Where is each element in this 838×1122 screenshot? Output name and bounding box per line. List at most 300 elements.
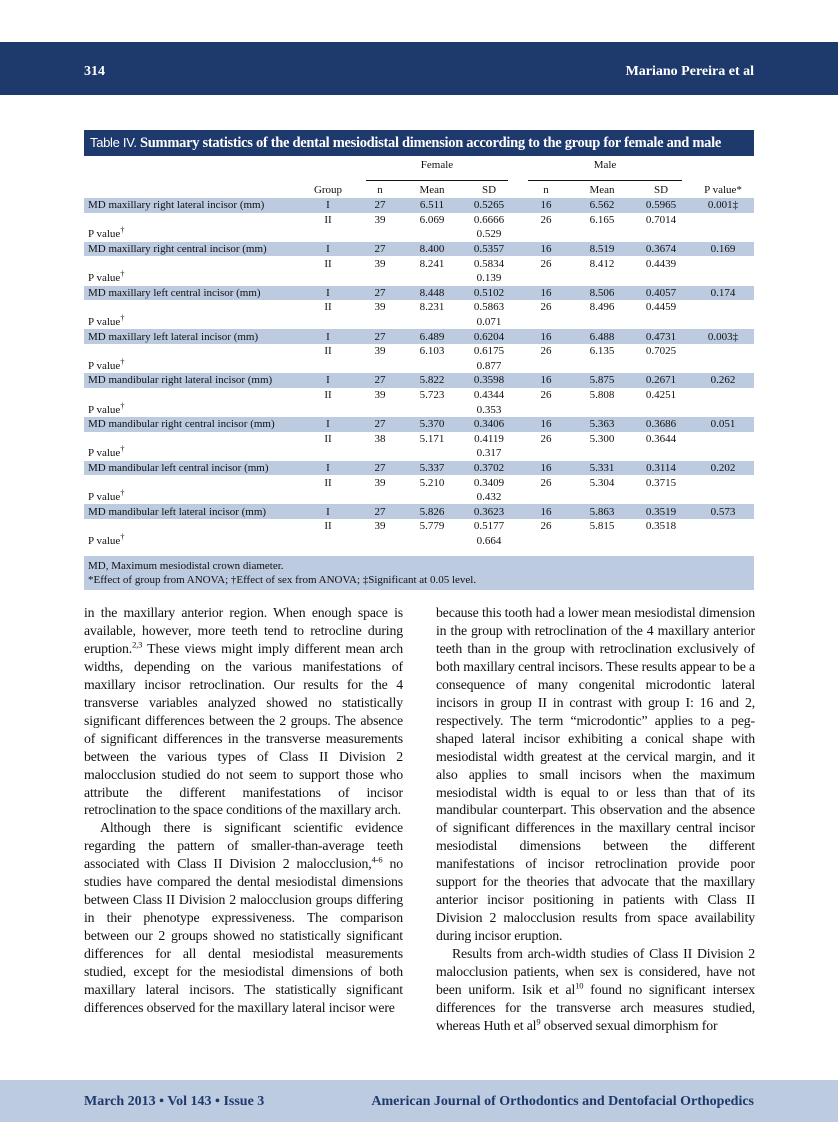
column-header: n (377, 184, 383, 196)
text-run: no studies have compared the dental mesiodistal dimensions between Class II Division 2 malocclusion groups differing in their phenotype expressiveness. The comparison between our 2 groups showed no statistically significant differences for all dental mesiodistal measurements studied, except for the mesiodistal dimensions of both maxillary lateral incisors. The statistically significant differences observed for the maxillary lateral incisor were (84, 856, 403, 1015)
blank-cell (404, 402, 460, 417)
table-cell: 39 (374, 476, 386, 489)
blank-cell (574, 315, 630, 330)
blank-cell (300, 156, 356, 182)
citation: 4-6 (371, 854, 383, 865)
text-run: Results from arch-width studies of Class II Division 2 malocclusion patients, when sex is considered, have not been uniform. Isik et al (436, 946, 755, 998)
sex-pvalue: 0.432 (476, 491, 502, 504)
blank-cell (692, 344, 754, 359)
blank-cell (574, 271, 630, 286)
table-cell: 6.488 (574, 329, 630, 344)
dagger-mark: † (120, 399, 125, 410)
blank-cell (300, 227, 356, 242)
pvalue-text: P value (88, 491, 121, 504)
table-label: Table IV. (90, 135, 137, 150)
table-cell: 0.5357 (460, 242, 518, 257)
table-cell: 38 (374, 432, 386, 445)
blank-cell (518, 402, 574, 417)
table-cell: 5.826 (404, 504, 460, 519)
blank-cell (574, 402, 630, 417)
table-cell: 0.5863 (473, 301, 505, 314)
text-run: observed sexual dimorphism for (540, 1017, 718, 1033)
text-run: found no significant intersex differences for the transverse arch measures studied, whereas Huth et al (436, 982, 755, 1033)
running-authors: Mariano Pereira et al (625, 64, 754, 79)
blank-cell (518, 359, 574, 374)
table-note: *Effect of group from ANOVA; †Effect of sex from ANOVA; ‡Significant at 0.05 level. (88, 574, 477, 587)
citation: 9 (536, 1016, 541, 1027)
dagger-mark: † (120, 268, 125, 279)
table-row (84, 519, 754, 534)
table-cell: I (300, 417, 356, 432)
table-cell: 5.210 (419, 476, 445, 489)
table-row (84, 242, 754, 257)
pvalue-text: P value (88, 447, 121, 460)
table-cell: 8.519 (574, 242, 630, 257)
table-cell: 26 (540, 213, 552, 226)
blank-cell (404, 227, 460, 242)
row-label: MD maxillary right lateral incisor (mm) (84, 198, 300, 213)
blank-cell (404, 490, 460, 505)
table-cell: 5.337 (404, 461, 460, 476)
table-cell: I (300, 286, 356, 301)
table-cell: 16 (518, 329, 574, 344)
blank-cell (574, 446, 630, 461)
blank-cell (574, 359, 630, 374)
table-cell: 0.001‡ (692, 198, 754, 213)
running-header (0, 42, 838, 95)
table-cell: 6.135 (589, 345, 615, 358)
table-cell: 0.202 (692, 461, 754, 476)
table-cell: 16 (518, 286, 574, 301)
pvalue-row (84, 359, 754, 374)
blank-cell (630, 271, 692, 286)
blank-cell (300, 359, 356, 374)
table-cell: 0.5265 (460, 198, 518, 213)
paragraph (84, 604, 403, 819)
table-cell: I (300, 461, 356, 476)
text-run: in the maxillary anterior region. When enough space is available, however, more teeth tend to retrocline during eruption. (84, 605, 403, 656)
table-cell: 6.489 (404, 329, 460, 344)
table-cell: 0.4439 (645, 257, 677, 270)
table-cell: 0.3519 (630, 504, 692, 519)
blank-cell (574, 490, 630, 505)
table-row (84, 286, 754, 301)
table-cell: 16 (518, 242, 574, 257)
blank-cell (356, 534, 404, 549)
blank-cell (404, 315, 460, 330)
blank-cell (630, 446, 692, 461)
table-cell: 5.304 (589, 476, 615, 489)
blank-cell (692, 156, 754, 182)
running-footer (0, 1080, 838, 1122)
male-header-cell (518, 156, 692, 182)
column-header-row (84, 182, 754, 198)
table-cell: 5.779 (419, 520, 445, 533)
table-cell: 5.370 (404, 417, 460, 432)
table-cell: 39 (374, 520, 386, 533)
table-cell: 27 (356, 286, 404, 301)
table-cell: 6.069 (419, 213, 445, 226)
sex-pvalue: 0.139 (476, 272, 502, 285)
blank-cell (630, 315, 692, 330)
blank-cell (84, 344, 300, 359)
table-row (84, 417, 754, 432)
blank-cell (574, 534, 630, 549)
table-row (84, 432, 754, 447)
female-header-cell (356, 156, 518, 182)
sex-pvalue: 0.071 (476, 316, 502, 329)
table-cell: 26 (540, 301, 552, 314)
table-cell: 39 (374, 345, 386, 358)
table-cell: 0.3644 (645, 432, 677, 445)
table-cell: 5.875 (574, 373, 630, 388)
blank-cell (574, 227, 630, 242)
table-cell: 6.562 (574, 198, 630, 213)
blank-cell (300, 446, 356, 461)
table-cell: 26 (540, 520, 552, 533)
blank-cell (84, 256, 300, 271)
pvalue-label (84, 224, 300, 242)
pvalue-row (84, 534, 754, 549)
table-cell: 39 (374, 213, 386, 226)
blank-cell (84, 432, 300, 447)
row-label: MD maxillary left central incisor (mm) (84, 286, 300, 301)
table-cell: II (324, 432, 332, 445)
table-cell: I (300, 329, 356, 344)
table-note: MD, Maximum mesiodistal crown diameter. (88, 560, 284, 573)
blank-cell (356, 490, 404, 505)
journal-name: American Journal of Orthodontics and Dentofacial Orthopedics (371, 1094, 754, 1109)
table-cell: 0.3715 (645, 476, 677, 489)
paragraph (436, 945, 755, 1035)
table-row (84, 256, 754, 271)
table-row (84, 329, 754, 344)
pvalue-text: P value (88, 359, 121, 372)
table-cell: 0.3623 (460, 504, 518, 519)
row-label: MD maxillary right central incisor (mm) (84, 242, 300, 257)
table-cell: 8.231 (419, 301, 445, 314)
table-cell: 39 (374, 301, 386, 314)
table-cell: 0.6666 (473, 213, 505, 226)
blank-cell (404, 446, 460, 461)
table-cell: 16 (518, 417, 574, 432)
dagger-mark: † (120, 531, 125, 542)
table-row (84, 300, 754, 315)
blank-cell (692, 256, 754, 271)
sex-pvalue: 0.664 (476, 534, 502, 547)
blank-cell (404, 359, 460, 374)
blank-cell (84, 213, 300, 228)
pvalue-row (84, 227, 754, 242)
table-row (84, 213, 754, 228)
pvalue-label (84, 399, 300, 417)
blank-cell (356, 227, 404, 242)
row-label: MD mandibular left lateral incisor (mm) (84, 504, 300, 519)
table-cell: II (324, 389, 332, 402)
table-cell: 16 (518, 198, 574, 213)
blank-cell (692, 359, 754, 374)
table-cell: 5.822 (404, 373, 460, 388)
table-row (84, 461, 754, 476)
table-cell: 5.808 (589, 389, 615, 402)
table-cell: 8.496 (589, 301, 615, 314)
pvalue-label (84, 268, 300, 286)
blank-cell (300, 315, 356, 330)
citation: 10 (575, 980, 584, 991)
pvalue-row (84, 402, 754, 417)
table-iv (84, 130, 754, 590)
table-cell: 0.5102 (460, 286, 518, 301)
blank-cell (518, 490, 574, 505)
blank-cell (84, 475, 300, 490)
blank-cell (356, 315, 404, 330)
pvalue-text: P value (88, 316, 121, 329)
table-row (84, 504, 754, 519)
table-title (84, 130, 754, 156)
pvalue-row (84, 446, 754, 461)
table-cell: I (300, 373, 356, 388)
female-header: Female (366, 158, 509, 181)
blank-cell (692, 446, 754, 461)
dagger-mark: † (120, 487, 125, 498)
blank-cell (630, 359, 692, 374)
blank-cell (404, 534, 460, 549)
table-cell: 0.3114 (630, 461, 692, 476)
table-cell: 16 (518, 461, 574, 476)
blank-cell (692, 315, 754, 330)
table-cell: II (324, 520, 332, 533)
table-cell: 0.4251 (645, 389, 677, 402)
blank-cell (692, 402, 754, 417)
blank-cell (300, 271, 356, 286)
table-cell: 26 (540, 345, 552, 358)
table-cell: 8.448 (404, 286, 460, 301)
table-cell: I (300, 198, 356, 213)
table-cell: 27 (356, 198, 404, 213)
table-cell: 5.331 (574, 461, 630, 476)
blank-cell (518, 534, 574, 549)
sex-pvalue: 0.353 (476, 403, 502, 416)
table-cell: 0.6204 (460, 329, 518, 344)
table-cell: 0.5965 (630, 198, 692, 213)
issue-info: March 2013 • Vol 143 • Issue 3 (84, 1094, 265, 1109)
table-cell: II (324, 213, 332, 226)
pvalue-row (84, 315, 754, 330)
table-cell: 26 (540, 432, 552, 445)
data-table (84, 156, 754, 548)
table-cell: 5.815 (589, 520, 615, 533)
blank-cell (692, 519, 754, 534)
table-cell: 26 (540, 389, 552, 402)
table-cell: 0.4731 (630, 329, 692, 344)
table-cell: 0.4057 (630, 286, 692, 301)
table-cell: 0.3674 (630, 242, 692, 257)
table-row (84, 344, 754, 359)
blank-cell (404, 271, 460, 286)
blank-cell (84, 156, 300, 182)
pvalue-label (84, 443, 300, 461)
blank-cell (630, 402, 692, 417)
table-cell: 39 (374, 257, 386, 270)
column-header: SD (481, 184, 497, 196)
blank-cell (518, 315, 574, 330)
table-cell: II (324, 345, 332, 358)
blank-cell (692, 271, 754, 286)
table-cell: 0.3518 (645, 520, 677, 533)
table-cell: 16 (518, 504, 574, 519)
table-cell: 0.6175 (473, 345, 505, 358)
dagger-mark: † (120, 443, 125, 454)
table-cell: 27 (356, 461, 404, 476)
row-label: MD mandibular left central incisor (mm) (84, 461, 300, 476)
blank-cell (630, 534, 692, 549)
paragraph (436, 604, 755, 945)
table-cell: 26 (540, 257, 552, 270)
table-cell: 0.4119 (474, 432, 504, 445)
table-cell: II (324, 476, 332, 489)
male-header: Male (528, 158, 681, 181)
blank-cell (84, 388, 300, 403)
table-cell: 0.3409 (473, 476, 505, 489)
table-cell: 0.3598 (460, 373, 518, 388)
table-cell: 0.003‡ (692, 329, 754, 344)
row-label: MD maxillary left lateral incisor (mm) (84, 329, 300, 344)
table-cell: 27 (356, 242, 404, 257)
pvalue-text: P value (88, 228, 121, 241)
blank-cell (630, 227, 692, 242)
dagger-mark: † (120, 356, 125, 367)
table-row (84, 475, 754, 490)
pvalue-label (84, 487, 300, 505)
sex-pvalue: 0.877 (476, 359, 502, 372)
table-cell: 0.262 (692, 373, 754, 388)
body-column-left (84, 604, 403, 1017)
pvalue-row (84, 271, 754, 286)
table-cell: 27 (356, 373, 404, 388)
blank-cell (692, 475, 754, 490)
table-cell: 8.412 (589, 257, 615, 270)
row-label: MD mandibular right lateral incisor (mm) (84, 373, 300, 388)
table-cell: 5.171 (419, 432, 445, 445)
table-cell: 27 (356, 504, 404, 519)
table-cell: 0.174 (692, 286, 754, 301)
pvalue-text: P value (88, 272, 121, 285)
blank-cell (84, 519, 300, 534)
table-cell: 8.400 (404, 242, 460, 257)
table-cell: 6.511 (404, 198, 460, 213)
dagger-mark: † (120, 312, 125, 323)
group-header-row (84, 156, 754, 182)
blank-cell (692, 534, 754, 549)
blank-cell (356, 402, 404, 417)
table-cell: 6.165 (589, 213, 615, 226)
page-number: 314 (84, 64, 105, 79)
table-cell: 0.5177 (473, 520, 505, 533)
table-cell: 0.4344 (473, 389, 505, 402)
pvalue-label (84, 312, 300, 330)
table-cell: 16 (518, 373, 574, 388)
table-cell: 0.7025 (645, 345, 677, 358)
column-header: Group (313, 184, 343, 196)
blank-cell (84, 182, 300, 198)
table-cell: 39 (374, 389, 386, 402)
blank-cell (356, 446, 404, 461)
table-cell: II (324, 301, 332, 314)
table-row (84, 198, 754, 213)
dagger-mark: † (120, 224, 125, 235)
sex-pvalue: 0.317 (476, 447, 502, 460)
table-cell: 26 (540, 476, 552, 489)
pvalue-text: P value (88, 534, 121, 547)
table-cell: 27 (356, 417, 404, 432)
table-caption: Summary statistics of the dental mesiodistal dimension according to the group for female and male (140, 135, 721, 151)
text-run: because this tooth had a lower mean mesiodistal dimension in the group with retroclination of the 4 maxillary anterior teeth than in the group with retroclination exclusively of both maxillary central incisors. These results appear to be a consequence of many congenital microdontic lateral incisors in group II in contrast with group I: 16 and 2, respectively. The term “microdontic” applies to a peg-shaped lateral incisor exhibiting a conical shape with mesiodistal width greatest at the cervical margin, and it also applies to small incisors when the maximum mesiodistal width is equal to or less than that of its mandibular counterpart. This observation and the absence of significant differences in the maxillary central incisor mesiodistal dimensions between the different manifestations of incisor retroclination provide poor support for the theories that advocate that the maxillary anterior incisor positioning in patients with Class II Division 2 malocclusion results from space availability during incisor eruption. (436, 605, 755, 944)
pvalue-label (84, 531, 300, 549)
column-header: P value* (704, 184, 742, 196)
body-column-right (436, 604, 755, 1035)
table-cell: 0.4459 (645, 301, 677, 314)
blank-cell (630, 490, 692, 505)
sex-pvalue: 0.529 (476, 228, 502, 241)
blank-cell (356, 271, 404, 286)
table-cell: 5.863 (574, 504, 630, 519)
column-header: n (543, 184, 549, 196)
blank-cell (356, 359, 404, 374)
blank-cell (84, 300, 300, 315)
blank-cell (692, 432, 754, 447)
blank-cell (692, 490, 754, 505)
pvalue-text: P value (88, 403, 121, 416)
table-cell: 8.241 (419, 257, 445, 270)
table-cell: 5.300 (589, 432, 615, 445)
table-cell: 27 (356, 329, 404, 344)
table-row (84, 388, 754, 403)
table-cell: 0.5834 (473, 257, 505, 270)
table-cell: 0.3702 (460, 461, 518, 476)
table-cell: 0.3686 (630, 417, 692, 432)
table-cell: 0.2671 (630, 373, 692, 388)
blank-cell (518, 271, 574, 286)
table-cell: I (300, 504, 356, 519)
table-row (84, 373, 754, 388)
blank-cell (300, 402, 356, 417)
column-header: Mean (589, 184, 615, 196)
blank-cell (518, 446, 574, 461)
table-cell: 6.103 (419, 345, 445, 358)
table-cell: 0.3406 (460, 417, 518, 432)
row-label: MD mandibular right central incisor (mm) (84, 417, 300, 432)
column-header: SD (653, 184, 669, 196)
blank-cell (692, 388, 754, 403)
table-cell: I (300, 242, 356, 257)
blank-cell (300, 534, 356, 549)
column-header: Mean (419, 184, 445, 196)
blank-cell (692, 300, 754, 315)
table-cell: 0.573 (692, 504, 754, 519)
blank-cell (692, 227, 754, 242)
citation: 2,3 (132, 639, 143, 650)
table-cell: 5.363 (574, 417, 630, 432)
pvalue-row (84, 490, 754, 505)
text-run: Although there is significant scientific evidence regarding the pattern of smaller-than-average teeth associated with Class II Division 2 malocclusion, (84, 820, 403, 872)
blank-cell (300, 490, 356, 505)
table-cell: 0.7014 (645, 213, 677, 226)
table-notes (84, 556, 754, 590)
blank-cell (518, 227, 574, 242)
text-run: These views might imply different mean arch widths, depending on the various manifestations of maxillary incisor retroclination. Our results for the 4 transverse variables analyzed showed no statistically significant differences between the 2 groups. The absence of significant differences in the transverse measurements between the various types of Class II Division 2 malocclusion studied do not seem to support those who attribute the different manifestations of incisor retroclination to the space conditions of the maxillary arch. (84, 640, 403, 818)
paragraph (84, 819, 403, 1016)
table-cell: 8.506 (574, 286, 630, 301)
